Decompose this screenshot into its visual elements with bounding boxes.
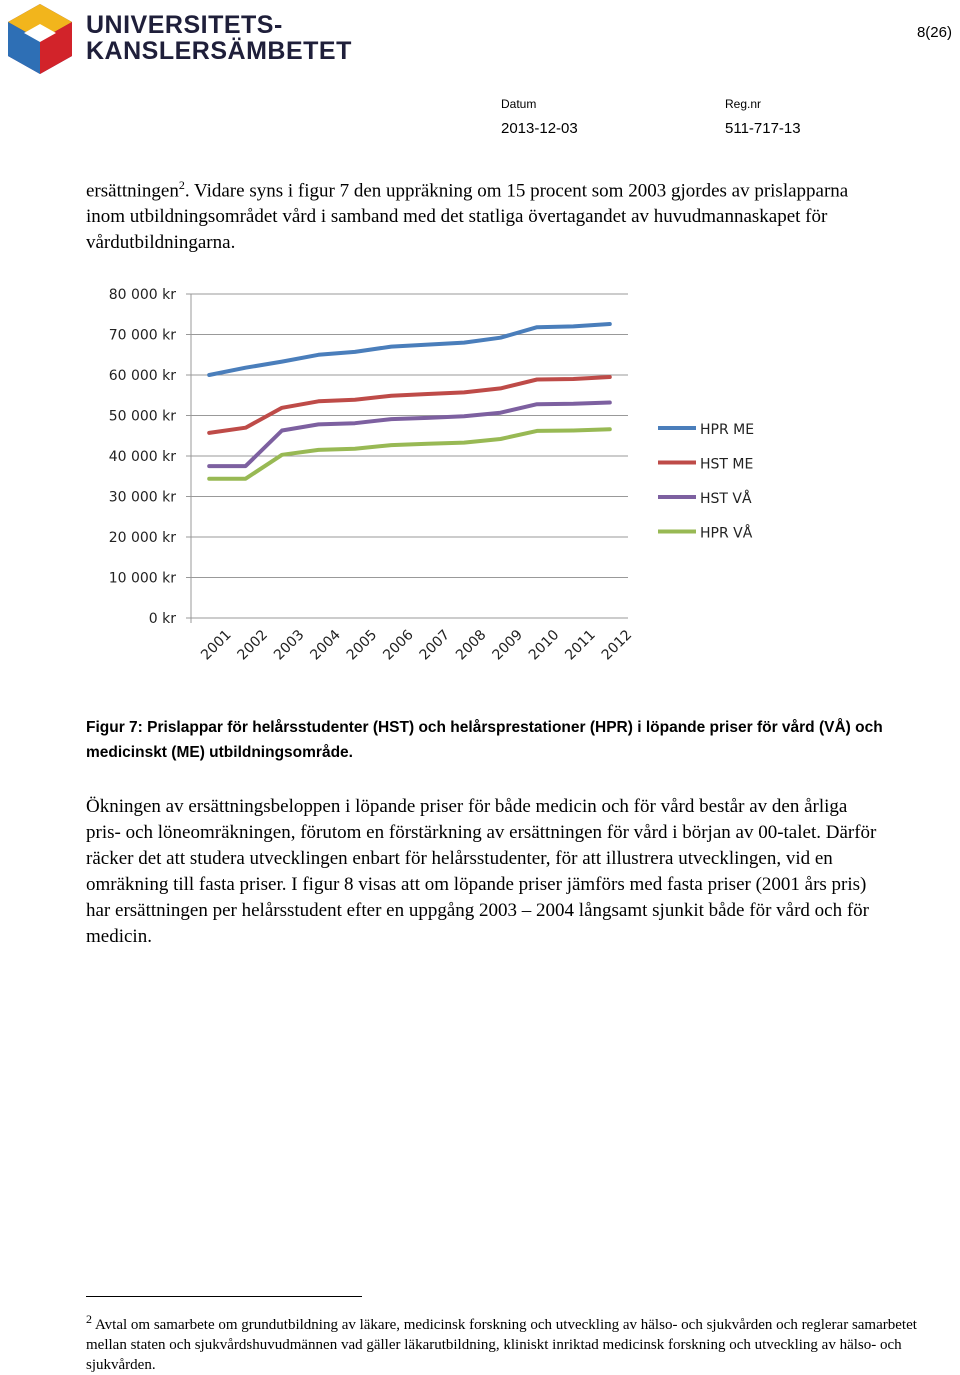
y-tick-label: 10 000 kr xyxy=(108,570,176,587)
x-tick-label: 2011 xyxy=(562,626,599,664)
datum-label: Datum xyxy=(501,97,537,111)
legend-label: HST ME xyxy=(700,456,754,473)
regnr-label: Reg.nr xyxy=(725,97,762,111)
x-tick-label: 2004 xyxy=(307,626,344,664)
x-tick-label: 2007 xyxy=(416,626,454,664)
x-tick-label: 2009 xyxy=(489,626,526,664)
price-chart xyxy=(90,280,810,690)
y-tick-label: 30 000 kr xyxy=(108,489,176,506)
logo-line-1: UNIVERSITETS- xyxy=(86,11,283,39)
y-tick-label: 40 000 kr xyxy=(108,449,176,465)
logo-emblem xyxy=(6,2,74,76)
logo-wordmark xyxy=(86,12,352,64)
x-tick-label: 2012 xyxy=(598,626,636,664)
intro-paragraph xyxy=(86,172,886,256)
x-tick-label: 2010 xyxy=(525,626,563,664)
x-tick-label: 2001 xyxy=(198,626,235,664)
legend-label: HPR VÅ xyxy=(700,525,753,542)
x-tick-label: 2008 xyxy=(453,626,490,664)
x-tick-label: 2005 xyxy=(343,626,381,664)
regnr-value: 511-717-13 xyxy=(725,120,801,137)
intro-rest: . Vidare syns i figur 7 den uppräkning om 15 procent som 2003 gjordes av prislapparna inom utbildningsområdet vård i samband med det statliga övertagandet av huvudmannaskapet för vårdutbildningarna. xyxy=(86,180,849,254)
footnote-divider xyxy=(86,1296,362,1297)
intro-lead: ersättningen xyxy=(86,180,179,202)
series-line-hpr-vå xyxy=(209,429,610,478)
figure-caption: Figur 7: Prislappar för helårsstudenter (HST) och helårsprestationer (HPR) i löpande priser för vård (VÅ) och medicinskt (ME) utbildningsområde. xyxy=(86,719,883,761)
footnote-ref[interactable]: 2 xyxy=(178,178,185,192)
legend-label: HPR ME xyxy=(700,422,755,438)
series-line-hst-vå xyxy=(209,403,610,467)
legend-label: HST VÅ xyxy=(700,491,752,507)
x-axis-ticks xyxy=(198,627,635,664)
y-tick-label: 80 000 kr xyxy=(108,287,176,303)
y-tick-label: 60 000 kr xyxy=(108,368,176,384)
body-paragraph: Ökningen av ersättningsbeloppen i löpande priser för både medicin och för vård består av den årliga pris- och löneomräkningen, förutom en förstärkning av ersättningen för vård i början av 00-talet. Därför räcker det att studera utvecklingen enbart för helårsstudenter, för att illustrera utvecklingen, vid en omräkning till fasta priser. I figur 8 visas att om löpande priser jämförs med fasta priser (2001 års pris) har ersättningen per helårsstudent efter en uppgång 2003 – 2004 långsamt sjunkit både för vård och för medicin. xyxy=(86,796,877,947)
chart-series xyxy=(209,324,610,479)
y-tick-label: 70 000 kr xyxy=(108,327,176,344)
page-number: 8(26) xyxy=(916,24,952,41)
y-tick-label: 50 000 kr xyxy=(108,408,176,425)
footnote-text: Avtal om samarbete om grundutbildning av läkare, medicinsk forskning och utveckling av hälso- och sjukvården och reglerar samarbetet mellan staten och sjukvårdshuvudmännen vad gäller läkarutbildning, kliniskt inriktad medicinsk forskning och utveckling av hälso- och sjukvården. xyxy=(86,1317,917,1373)
datum-value: 2013-12-03 xyxy=(501,120,578,137)
x-tick-label: 2003 xyxy=(270,626,308,664)
footnote xyxy=(86,1309,946,1375)
y-tick-label: 20 000 kr xyxy=(108,530,176,546)
y-axis-ticks xyxy=(109,287,177,627)
footnote-number: 2 xyxy=(86,1312,92,1326)
y-tick-label: 0 kr xyxy=(148,611,176,627)
x-tick-label: 2006 xyxy=(380,626,417,664)
logo-line-2: KANSLERSÄMBETET xyxy=(86,37,352,65)
x-tick-label: 2002 xyxy=(234,626,272,664)
series-line-hpr-me xyxy=(209,324,610,375)
chart-legend xyxy=(658,422,754,542)
